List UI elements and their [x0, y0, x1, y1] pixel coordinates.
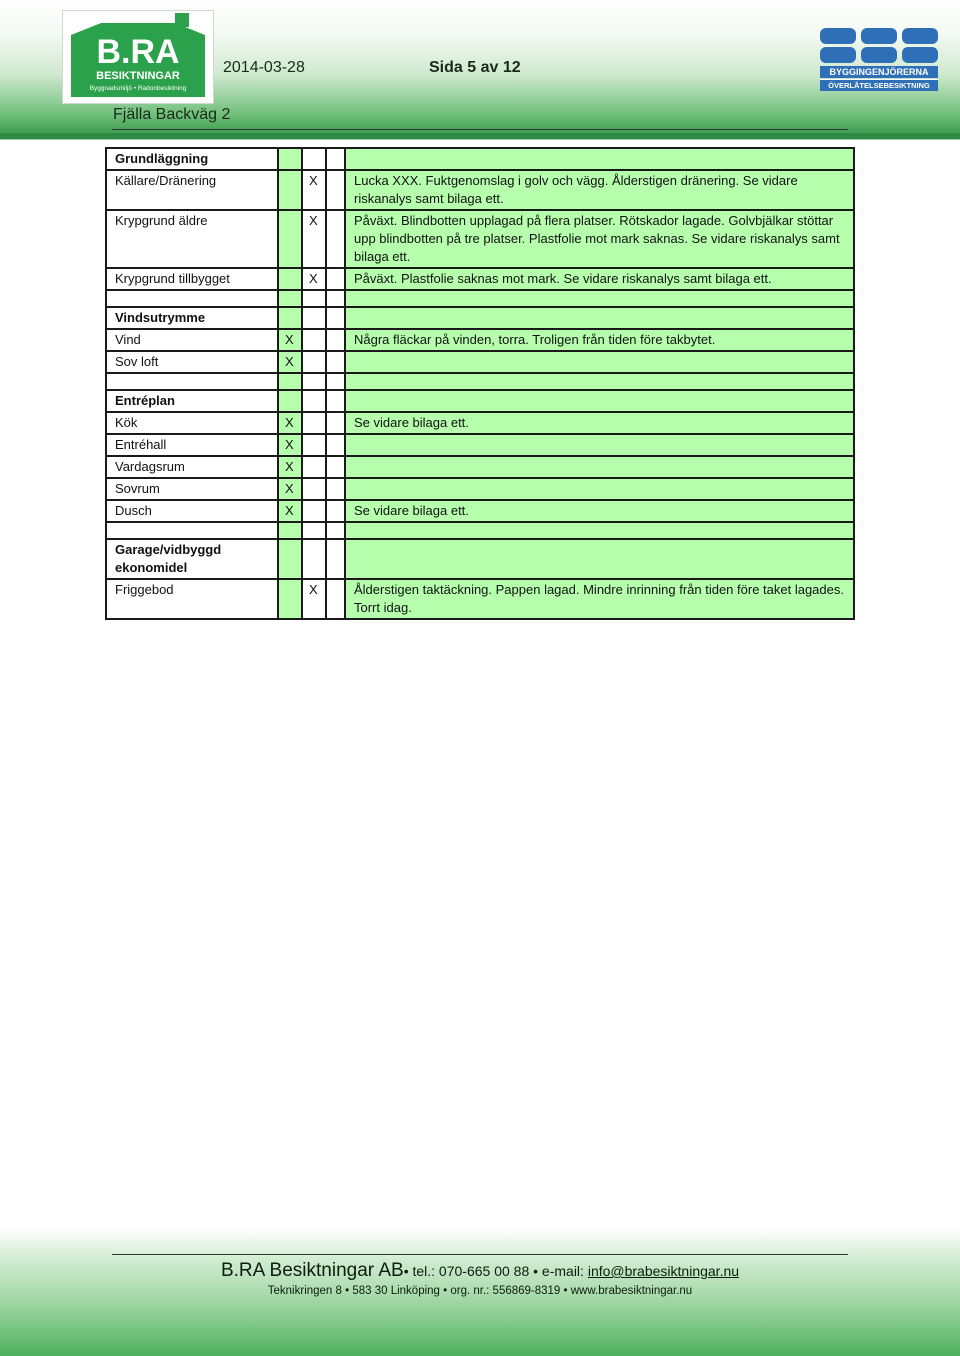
- row-label: Garage/vidbyggd ekonomidel: [106, 539, 278, 579]
- mark-col-1: [278, 390, 302, 412]
- row-label: Entréplan: [106, 390, 278, 412]
- mark-col-1: [278, 268, 302, 290]
- mark-col-1: [278, 522, 302, 539]
- mark-col-3: [326, 539, 345, 579]
- mark-col-3: [326, 351, 345, 373]
- row-note: Påväxt. Blindbotten upplagad på flera platser. Rötskador lagade. Golvbjälkar stöttar upp blindbotten på tre platser. Plastfolie mot mark saknas. Se vidare riskanalys samt bilaga ett.: [345, 210, 854, 268]
- row-note: [345, 373, 854, 390]
- row-label: Kök: [106, 412, 278, 434]
- mark-col-3: [326, 170, 345, 210]
- mark-col-2: [302, 539, 326, 579]
- footer-phone: • tel.: 070-665 00 88 • e-mail:: [403, 1263, 588, 1279]
- table-row: [106, 456, 854, 478]
- footer-rule: [112, 1254, 848, 1255]
- row-note: [345, 307, 854, 329]
- sbr-logo-line2: ÖVERLÅTELSEBESIKTNING: [820, 79, 938, 91]
- row-note: [345, 290, 854, 307]
- mark-col-2: [302, 290, 326, 307]
- mark-col-1: X: [278, 456, 302, 478]
- row-label: Vindsutrymme: [106, 307, 278, 329]
- table-row: [106, 579, 854, 619]
- row-label: Vind: [106, 329, 278, 351]
- mark-col-1: X: [278, 329, 302, 351]
- mark-col-1: [278, 210, 302, 268]
- row-note: Lucka XXX. Fuktgenomslag i golv och vägg. Ålderstigen dränering. Se vidare riskanalys samt bilaga ett.: [345, 170, 854, 210]
- row-label: Friggebod: [106, 579, 278, 619]
- row-note: [345, 539, 854, 579]
- mark-col-2: X: [302, 170, 326, 210]
- footer-email-link[interactable]: info@brabesiktningar.nu: [587, 1263, 740, 1279]
- table-row: [106, 268, 854, 290]
- mark-col-3: [326, 373, 345, 390]
- row-note: Ålderstigen taktäckning. Pappen lagad. Mindre inrinning från tiden före taket lagades. Torrt idag.: [345, 579, 854, 619]
- row-note: Se vidare bilaga ett.: [345, 500, 854, 522]
- footer-company: B.RA Besiktningar AB: [220, 1260, 404, 1281]
- mark-col-1: [278, 539, 302, 579]
- row-label: Entréhall: [106, 434, 278, 456]
- footer-contact: [0, 1260, 960, 1282]
- mark-col-2: X: [302, 268, 326, 290]
- row-label: Krypgrund äldre: [106, 210, 278, 268]
- mark-col-2: [302, 373, 326, 390]
- mark-col-2: X: [302, 210, 326, 268]
- row-label: Grundläggning: [106, 148, 278, 170]
- mark-col-2: [302, 434, 326, 456]
- table-row: [106, 329, 854, 351]
- mark-col-2: [302, 329, 326, 351]
- row-note: [345, 522, 854, 539]
- row-note: Påväxt. Plastfolie saknas mot mark. Se vidare riskanalys samt bilaga ett.: [345, 268, 854, 290]
- mark-col-3: [326, 268, 345, 290]
- footer-address: Teknikringen 8 • 583 30 Linköping • org. nr.: 556869-8319 • www.brabesiktningar.nu: [267, 1285, 693, 1297]
- mark-col-1: X: [278, 434, 302, 456]
- section-row: [106, 307, 854, 329]
- mark-col-3: [326, 522, 345, 539]
- row-label: [106, 373, 278, 390]
- row-label: Vardagsrum: [106, 456, 278, 478]
- mark-col-3: [326, 307, 345, 329]
- mark-col-2: [302, 307, 326, 329]
- mark-col-1: [278, 148, 302, 170]
- spacer-row: [106, 290, 854, 307]
- table-row: [106, 500, 854, 522]
- row-label: Sovrum: [106, 478, 278, 500]
- row-label: [106, 290, 278, 307]
- mark-col-2: [302, 478, 326, 500]
- mark-col-3: [326, 390, 345, 412]
- bra-logo: [62, 10, 214, 104]
- row-note: [345, 456, 854, 478]
- inspection-table: [105, 147, 855, 620]
- mark-col-2: [302, 412, 326, 434]
- logo-brand: B.RA: [96, 33, 180, 71]
- mark-col-1: X: [278, 351, 302, 373]
- logo-tagline: Byggnadsmiljö • Radonbesiktning: [89, 85, 187, 92]
- spacer-row: [106, 522, 854, 539]
- mark-col-1: [278, 290, 302, 307]
- mark-col-3: [326, 290, 345, 307]
- section-row: [106, 390, 854, 412]
- mark-col-2: [302, 390, 326, 412]
- mark-col-2: [302, 500, 326, 522]
- mark-col-2: [302, 456, 326, 478]
- row-label: Krypgrund tillbygget: [106, 268, 278, 290]
- mark-col-3: [326, 329, 345, 351]
- row-label: Källare/Dränering: [106, 170, 278, 210]
- table-row: [106, 210, 854, 268]
- mark-col-1: [278, 170, 302, 210]
- address-underline: [112, 129, 848, 130]
- mark-col-1: [278, 373, 302, 390]
- page-number: Sida 5 av 12: [429, 59, 521, 76]
- mark-col-1: X: [278, 500, 302, 522]
- mark-col-2: [302, 351, 326, 373]
- mark-col-2: [302, 148, 326, 170]
- section-row: [106, 539, 854, 579]
- row-label: Dusch: [106, 500, 278, 522]
- mark-col-1: [278, 579, 302, 619]
- logo-name: BESIKTNINGAR: [96, 70, 180, 82]
- mark-col-3: [326, 148, 345, 170]
- table-row: [106, 434, 854, 456]
- mark-col-3: [326, 500, 345, 522]
- row-note: [345, 351, 854, 373]
- property-address: Fjälla Backväg 2: [113, 106, 231, 123]
- sbr-logo-line1: BYGGINGENJÖRERNA: [820, 66, 938, 78]
- mark-col-3: [326, 456, 345, 478]
- report-date: 2014-03-28: [223, 59, 305, 76]
- mark-col-3: [326, 579, 345, 619]
- mark-col-1: [278, 307, 302, 329]
- mark-col-3: [326, 210, 345, 268]
- table-row: [106, 412, 854, 434]
- table-row: [106, 478, 854, 500]
- row-label: Sov loft: [106, 351, 278, 373]
- row-note: Se vidare bilaga ett.: [345, 412, 854, 434]
- mark-col-2: [302, 522, 326, 539]
- table-row: [106, 351, 854, 373]
- row-note: [345, 478, 854, 500]
- spacer-row: [106, 373, 854, 390]
- mark-col-3: [326, 434, 345, 456]
- section-row: [106, 148, 854, 170]
- mark-col-3: [326, 478, 345, 500]
- row-label: [106, 522, 278, 539]
- row-note: [345, 434, 854, 456]
- row-note: [345, 148, 854, 170]
- header-rule: [0, 133, 960, 140]
- mark-col-1: X: [278, 412, 302, 434]
- row-note: Några fläckar på vinden, torra. Troligen från tiden före takbytet.: [345, 329, 854, 351]
- mark-col-1: X: [278, 478, 302, 500]
- table-row: [106, 170, 854, 210]
- mark-col-3: [326, 412, 345, 434]
- mark-col-2: X: [302, 579, 326, 619]
- row-note: [345, 390, 854, 412]
